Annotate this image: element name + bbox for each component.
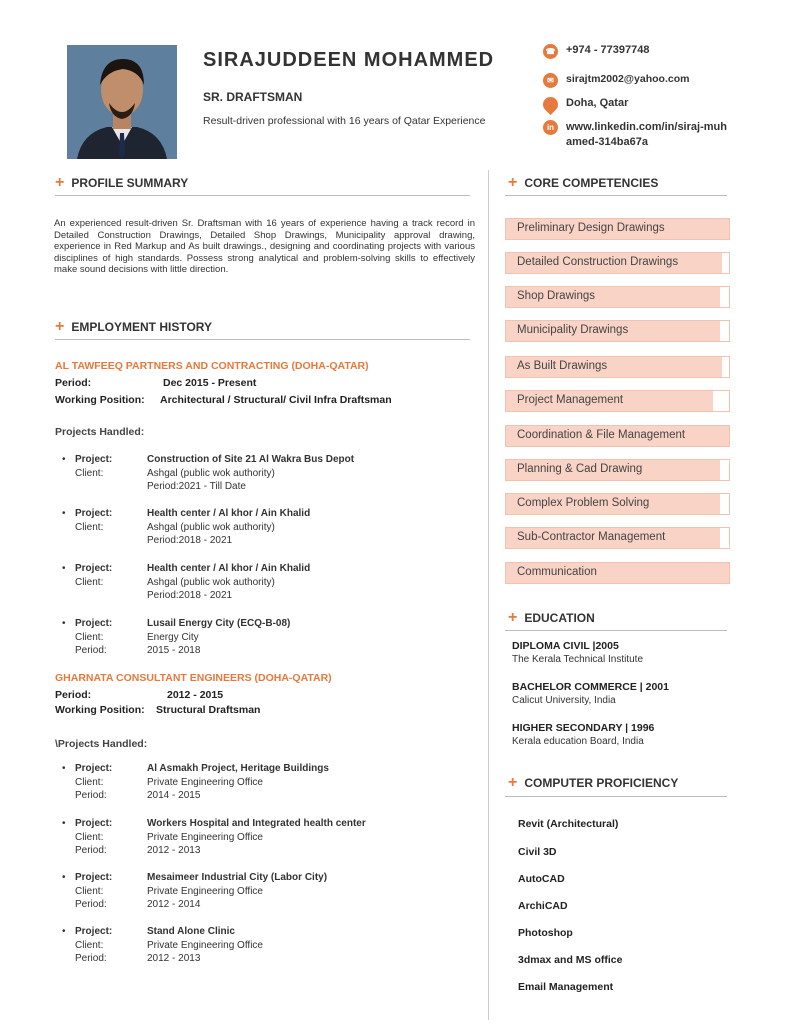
- project-name: Lusail Energy City (ECQ-B-08): [147, 618, 291, 629]
- project-name: Health center / Al khor / Ain Khalid: [147, 563, 311, 574]
- project-item: [62, 817, 472, 858]
- project-key: Project:: [75, 763, 113, 774]
- project-item: [62, 562, 472, 603]
- location-text: Doha, Qatar: [566, 97, 629, 109]
- client-key: Client:: [75, 631, 104, 643]
- contact-email[interactable]: [543, 73, 689, 88]
- person-name: SIRAJUDDEEN MOHAMMED: [203, 49, 495, 71]
- period-key: Period:: [75, 845, 107, 856]
- competency-label: Municipality Drawings: [517, 324, 629, 336]
- project-period: Period:2018 - 2021: [147, 535, 233, 546]
- heading-label: EDUCATION: [524, 611, 595, 625]
- client-value: Ashgal (public wok authority): [147, 576, 275, 588]
- project-period: 2012 - 2013: [147, 845, 201, 856]
- position-label: Working Position:: [55, 394, 145, 406]
- competency-label: Planning & Cad Drawing: [517, 463, 643, 475]
- bullet: •: [62, 818, 66, 829]
- competency-bar: [505, 459, 730, 481]
- client-value: Private Engineering Office: [147, 776, 263, 788]
- competency-bar: [505, 493, 730, 515]
- client-key: Client:: [75, 939, 104, 951]
- project-item: [62, 453, 472, 494]
- project-period: 2012 - 2013: [147, 953, 201, 964]
- project-key: Project:: [75, 926, 113, 937]
- bullet: •: [62, 563, 66, 574]
- competency-label: Complex Problem Solving: [517, 497, 650, 509]
- divider: [505, 630, 727, 631]
- competency-bar: [505, 252, 730, 274]
- bullet: •: [62, 872, 66, 883]
- profile-photo: [67, 45, 177, 159]
- project-key: Project:: [75, 818, 113, 829]
- job-title: SR. DRAFTSMAN: [203, 90, 303, 104]
- project-item: [62, 925, 472, 966]
- competency-bar: [505, 320, 730, 342]
- skill-item: Revit (Architectural): [518, 818, 619, 830]
- client-key: Client:: [75, 831, 104, 843]
- divider: [505, 796, 727, 797]
- competency-bar: [505, 562, 730, 584]
- heading-label: COMPUTER PROFICIENCY: [524, 776, 679, 790]
- client-value: Private Engineering Office: [147, 939, 263, 951]
- project-period: 2015 - 2018: [147, 645, 201, 656]
- computer-proficiency-heading: [508, 776, 678, 790]
- competency-bar: [505, 390, 730, 412]
- project-item: [62, 871, 472, 912]
- period-label: Period:: [55, 689, 92, 701]
- heading-label: EMPLOYMENT HISTORY: [71, 320, 213, 334]
- client-key: Client:: [75, 576, 104, 588]
- email-text[interactable]: sirajtm2002@yahoo.com: [566, 73, 690, 85]
- client-value: Private Engineering Office: [147, 885, 263, 897]
- education-school: Calicut University, India: [512, 695, 616, 706]
- project-name: Al Asmakh Project, Heritage Buildings: [147, 763, 329, 774]
- bullet: •: [62, 763, 66, 774]
- contact-location: [543, 97, 628, 112]
- plus-icon: +: [55, 174, 65, 191]
- competency-bar: [505, 425, 730, 447]
- client-value: Energy City: [147, 631, 199, 643]
- project-item: [62, 617, 472, 658]
- position-value: Structural Draftsman: [156, 704, 261, 716]
- plus-icon: +: [508, 609, 518, 626]
- skill-item: AutoCAD: [518, 873, 565, 885]
- location-pin-icon: [540, 94, 561, 115]
- company-name: GHARNATA CONSULTANT ENGINEERS (DOHA-QATAR): [55, 672, 332, 684]
- core-competencies-heading: [508, 176, 658, 190]
- period-value: Dec 2015 - Present: [163, 377, 257, 389]
- profile-summary-text: An experienced result-driven Sr. Draftsman with 16 years of experience having a track record in Detailed Construction Drawings, Detailed Shop Drawings, Municipality approval drawing, experience in Red Markup and As built drawings., designing and coordinating projects with various disciplines of high standards. Possess strong analytical and problem-solving skills to effectively make sound decisions with little direction.: [54, 218, 475, 275]
- education-title: HIGHER SECONDARY | 1996: [512, 722, 655, 734]
- contact-linkedin[interactable]: [543, 120, 743, 150]
- education-title: BACHELOR COMMERCE | 2001: [512, 681, 669, 693]
- projects-handled-label: Projects Handled:: [55, 426, 145, 438]
- project-key: Project:: [75, 563, 113, 574]
- project-key: Project:: [75, 454, 113, 465]
- project-period: Period:2021 - Till Date: [147, 481, 246, 492]
- email-icon: ✉: [543, 73, 558, 88]
- client-key: Client:: [75, 885, 104, 897]
- education-school: The Kerala Technical Institute: [512, 654, 644, 665]
- employment-history-heading: [55, 320, 212, 334]
- bullet: •: [62, 618, 66, 629]
- project-key: Project:: [75, 508, 113, 519]
- client-key: Client:: [75, 776, 104, 788]
- client-value: Ashgal (public wok authority): [147, 467, 275, 479]
- profile-summary-heading: [55, 176, 188, 190]
- period-label: Period:: [55, 377, 92, 389]
- position-label: Working Position:: [55, 704, 145, 716]
- project-period: 2012 - 2014: [147, 899, 201, 910]
- divider: [55, 195, 470, 196]
- contact-phone: [543, 44, 650, 59]
- skill-item: ArchiCAD: [518, 900, 568, 912]
- education-heading: [508, 611, 595, 625]
- client-key: Client:: [75, 467, 104, 479]
- education-school: Kerala education Board, India: [512, 736, 644, 747]
- project-key: Project:: [75, 872, 113, 883]
- phone-text: +974 - 77397748: [566, 44, 650, 56]
- project-name: Workers Hospital and Integrated health center: [147, 818, 366, 829]
- plus-icon: +: [55, 318, 65, 335]
- competency-label: Project Management: [517, 394, 624, 406]
- position-value: Architectural / Structural/ Civil Infra Draftsman: [160, 394, 392, 406]
- project-period: 2014 - 2015: [147, 790, 201, 801]
- competency-label: Detailed Construction Drawings: [517, 256, 679, 268]
- phone-icon: ☎: [543, 44, 558, 59]
- plus-icon: +: [508, 174, 518, 191]
- projects-handled-label: \Projects Handled:: [55, 738, 148, 750]
- competency-label: Shop Drawings: [517, 290, 595, 302]
- education-title: DIPLOMA CIVIL |2005: [512, 640, 619, 652]
- bullet: •: [62, 508, 66, 519]
- project-name: Stand Alone Clinic: [147, 926, 235, 937]
- divider: [505, 195, 727, 196]
- competency-label: Preliminary Design Drawings: [517, 222, 665, 234]
- period-key: Period:: [75, 645, 107, 656]
- competency-label: As Built Drawings: [517, 360, 608, 372]
- linkedin-text[interactable]: www.linkedin.com/in/siraj-muhamed-314ba67a: [566, 121, 727, 148]
- project-item: [62, 762, 472, 803]
- tagline: Result-driven professional with 16 years of Qatar Experience: [203, 115, 486, 127]
- project-key: Project:: [75, 618, 113, 629]
- project-item: [62, 507, 472, 548]
- project-period: Period:2018 - 2021: [147, 590, 233, 601]
- competency-label: Coordination & File Management: [517, 429, 686, 441]
- divider: [55, 339, 470, 340]
- heading-label: CORE COMPETENCIES: [524, 176, 659, 190]
- client-key: Client:: [75, 521, 104, 533]
- heading-label: PROFILE SUMMARY: [71, 176, 189, 190]
- skill-item: 3dmax and MS office: [518, 954, 623, 966]
- skill-item: Email Management: [518, 981, 614, 993]
- client-value: Ashgal (public wok authority): [147, 521, 275, 533]
- competency-bar: [505, 286, 730, 308]
- competency-bar: [505, 356, 730, 378]
- period-key: Period:: [75, 899, 107, 910]
- skill-item: Civil 3D: [518, 846, 557, 858]
- skill-item: Photoshop: [518, 927, 573, 939]
- project-name: Mesaimeer Industrial City (Labor City): [147, 872, 328, 883]
- period-key: Period:: [75, 953, 107, 964]
- competency-bar: [505, 218, 730, 240]
- project-name: Construction of Site 21 Al Wakra Bus Depot: [147, 454, 355, 465]
- client-value: Private Engineering Office: [147, 831, 263, 843]
- column-divider: [488, 170, 489, 1020]
- competency-label: Sub-Contractor Management: [517, 531, 666, 543]
- competency-bar: [505, 527, 730, 549]
- period-key: Period:: [75, 790, 107, 801]
- period-value: 2012 - 2015: [167, 689, 224, 701]
- competency-label: Communication: [517, 566, 597, 578]
- plus-icon: +: [508, 774, 518, 791]
- company-name: AL TAWFEEQ PARTNERS AND CONTRACTING (DOHA-QATAR): [55, 360, 369, 372]
- bullet: •: [62, 926, 66, 937]
- project-name: Health center / Al khor / Ain Khalid: [147, 508, 311, 519]
- linkedin-icon: in: [543, 120, 558, 135]
- bullet: •: [62, 454, 66, 465]
